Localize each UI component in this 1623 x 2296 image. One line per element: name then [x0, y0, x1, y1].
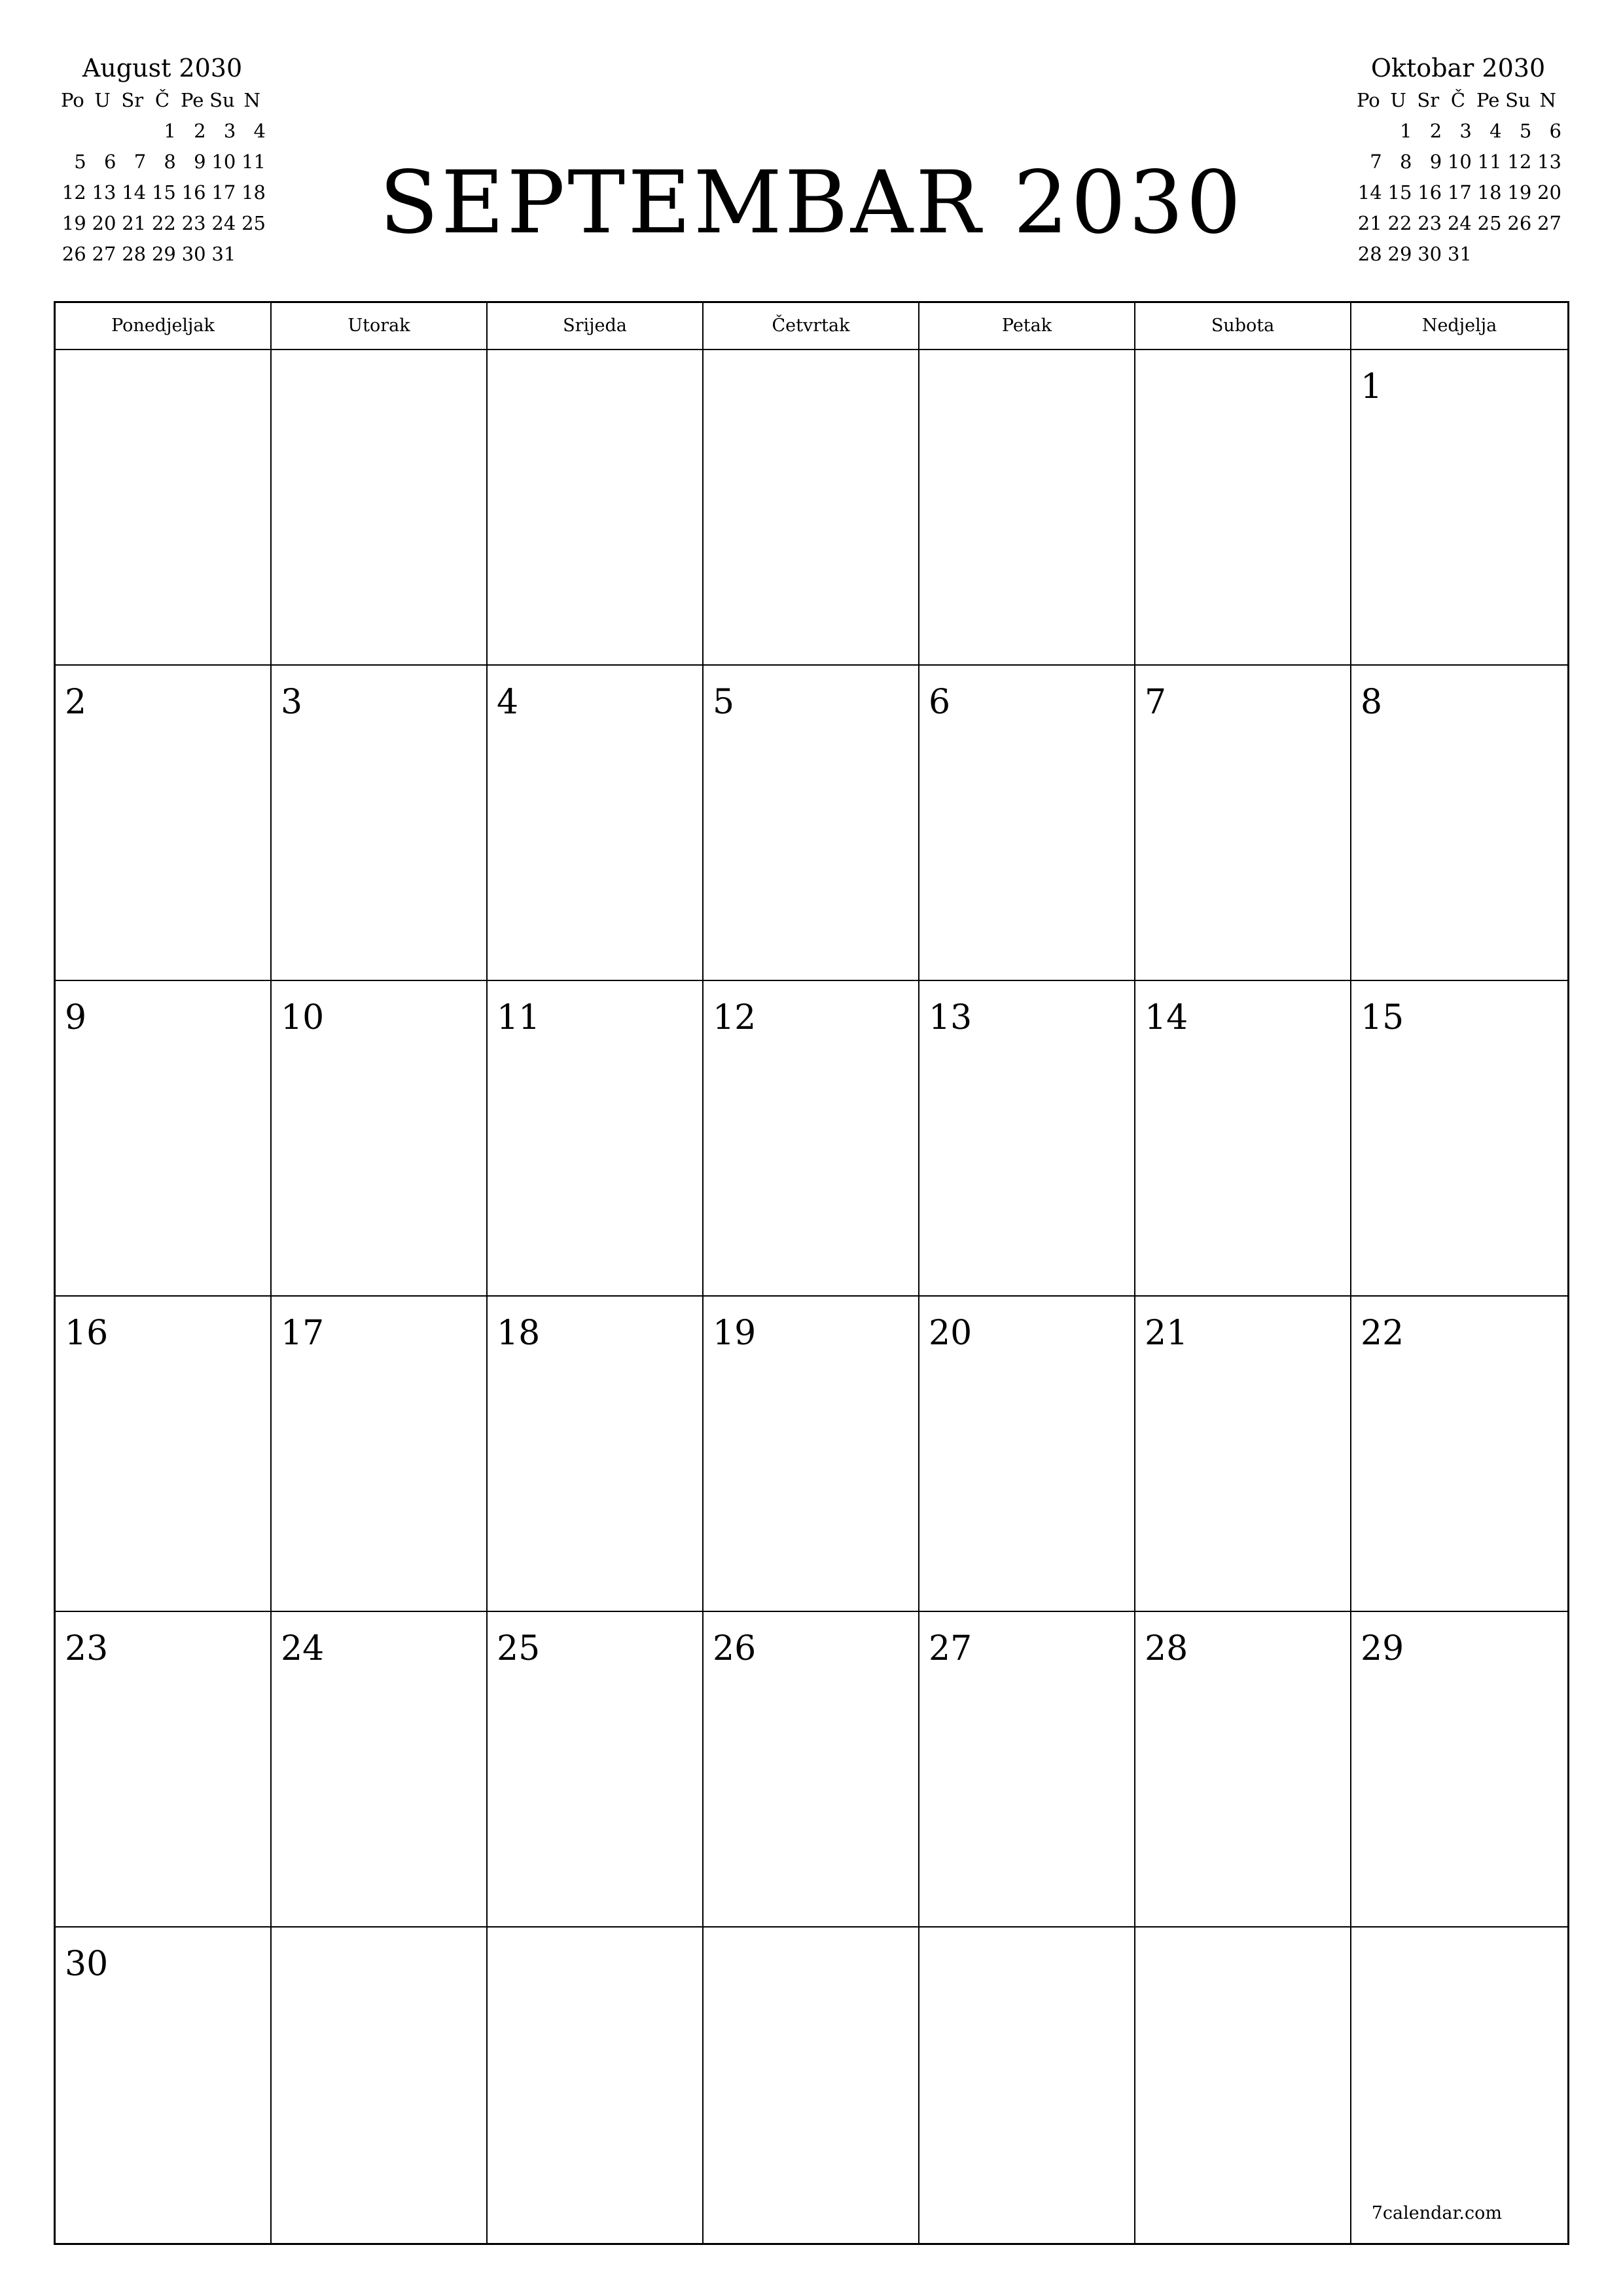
- day-cell[interactable]: [56, 1612, 272, 1928]
- day-cell[interactable]: [704, 1928, 919, 2243]
- day-number: 22: [1361, 1314, 1404, 1353]
- mini-day: 28: [1357, 243, 1382, 265]
- day-cell[interactable]: [56, 981, 272, 1297]
- mini-day: 12: [1507, 151, 1532, 173]
- day-cell[interactable]: [1135, 666, 1351, 981]
- mini-day: 13: [92, 181, 116, 204]
- mini-weekday-label: Sr: [121, 89, 144, 111]
- mini-calendar-prev-title: August 2030: [82, 54, 243, 82]
- mini-calendar-next: [1353, 51, 1563, 270]
- mini-day: 7: [134, 151, 147, 173]
- mini-day: 20: [92, 212, 116, 234]
- mini-day: 14: [1357, 181, 1382, 204]
- mini-day: 21: [122, 212, 147, 234]
- day-number: 5: [713, 683, 735, 722]
- day-number: 26: [713, 1629, 757, 1668]
- day-cell[interactable]: [56, 350, 272, 666]
- weekday-label: Ponedjeljak: [56, 303, 272, 349]
- mini-day: 4: [1489, 120, 1502, 142]
- mini-day: 11: [241, 151, 266, 173]
- mini-weekday-label: U: [1390, 89, 1406, 111]
- day-cell[interactable]: [919, 1928, 1135, 2243]
- day-cell[interactable]: [1351, 981, 1567, 1297]
- day-number: 23: [65, 1629, 109, 1668]
- mini-day: 6: [103, 151, 116, 173]
- mini-weekday-label: Su: [209, 89, 235, 111]
- weekday-label: Nedjelja: [1421, 315, 1497, 336]
- day-cell[interactable]: [488, 1928, 704, 2243]
- mini-day: 14: [122, 181, 147, 204]
- mini-day: 6: [1549, 120, 1561, 142]
- day-cell[interactable]: [1351, 1297, 1567, 1612]
- mini-day: 1: [1399, 120, 1412, 142]
- mini-day: 16: [181, 181, 206, 204]
- day-number: 27: [929, 1629, 972, 1668]
- mini-day: 17: [211, 181, 236, 204]
- day-number: 10: [281, 998, 325, 1037]
- day-cell[interactable]: [919, 981, 1135, 1297]
- day-number: 24: [281, 1629, 325, 1668]
- day-cell[interactable]: [704, 1612, 919, 1928]
- day-cell[interactable]: [272, 981, 488, 1297]
- mini-day: 31: [1447, 243, 1472, 265]
- mini-day: 12: [62, 181, 86, 204]
- weekday-header: [56, 303, 1567, 350]
- mini-day: 23: [1418, 212, 1442, 234]
- day-cell[interactable]: [272, 1928, 488, 2243]
- mini-day: 27: [92, 243, 116, 265]
- weekday-label: Srijeda: [488, 303, 704, 349]
- day-number: 7: [1145, 683, 1167, 722]
- day-cell[interactable]: [1135, 1297, 1351, 1612]
- day-cell[interactable]: [704, 1297, 919, 1612]
- mini-day: 28: [122, 243, 147, 265]
- day-number: 1: [1361, 367, 1383, 406]
- mini-day: 24: [211, 212, 236, 234]
- day-cell[interactable]: [704, 350, 919, 666]
- page-title: SEPTEMBAR 2030: [379, 152, 1244, 253]
- mini-weekday-label: N: [1539, 89, 1556, 111]
- mini-day: 20: [1537, 181, 1561, 204]
- day-number: 30: [65, 1945, 109, 1984]
- mini-day: 16: [1418, 181, 1442, 204]
- day-number: 20: [929, 1314, 972, 1353]
- mini-day: 2: [1429, 120, 1442, 142]
- day-number: 12: [713, 998, 757, 1037]
- mini-weekday-label: Po: [60, 89, 84, 111]
- mini-day: 29: [1387, 243, 1412, 265]
- weekday-label: Petak: [919, 303, 1135, 349]
- mini-day: 15: [1387, 181, 1412, 204]
- day-number: 13: [929, 998, 972, 1037]
- day-cell[interactable]: [1351, 1612, 1567, 1928]
- mini-day: 1: [164, 120, 176, 142]
- day-number: 8: [1361, 683, 1383, 722]
- mini-day: 29: [151, 243, 176, 265]
- day-number: 18: [497, 1314, 541, 1353]
- mini-day: 7: [1370, 151, 1382, 173]
- mini-day: 10: [1447, 151, 1472, 173]
- day-number: 15: [1361, 998, 1404, 1037]
- mini-day: 19: [62, 212, 86, 234]
- weekday-label: Utorak: [272, 303, 488, 349]
- day-number: 9: [65, 998, 87, 1037]
- day-cell[interactable]: [919, 1297, 1135, 1612]
- mini-day: [1503, 239, 1533, 270]
- day-cell[interactable]: [56, 666, 272, 981]
- day-cell[interactable]: [56, 1297, 272, 1612]
- weekday-label: Subota: [1135, 303, 1351, 349]
- mini-calendar-next-grid: [1353, 85, 1563, 270]
- mini-day: 22: [1387, 212, 1412, 234]
- mini-day: 3: [223, 120, 236, 142]
- mini-day: 17: [1447, 181, 1472, 204]
- day-cell[interactable]: [1135, 981, 1351, 1297]
- mini-day: 15: [151, 181, 176, 204]
- mini-calendar-next-title: Oktobar 2030: [1370, 54, 1546, 82]
- day-number: 29: [1361, 1629, 1404, 1668]
- day-cell[interactable]: [704, 981, 919, 1297]
- day-cell[interactable]: [272, 350, 488, 666]
- day-cell[interactable]: [272, 666, 488, 981]
- day-cell[interactable]: [704, 666, 919, 981]
- day-number: 28: [1145, 1629, 1188, 1668]
- day-number: 21: [1145, 1314, 1188, 1353]
- day-cell[interactable]: [919, 1612, 1135, 1928]
- mini-day: 19: [1507, 181, 1532, 204]
- mini-day: 18: [241, 181, 266, 204]
- day-cell[interactable]: [919, 350, 1135, 666]
- mini-day: [1533, 239, 1563, 270]
- day-cell[interactable]: [56, 1928, 272, 2243]
- day-cell[interactable]: [488, 981, 704, 1297]
- day-cell[interactable]: [1351, 350, 1567, 666]
- mini-day: 18: [1477, 181, 1502, 204]
- site-credit: 7calendar.com: [1371, 2203, 1502, 2223]
- day-cell[interactable]: [1351, 666, 1567, 981]
- day-cell[interactable]: [488, 1612, 704, 1928]
- mini-day: 10: [211, 151, 236, 173]
- mini-day: 5: [74, 151, 86, 173]
- mini-day: 22: [151, 212, 176, 234]
- mini-day: 13: [1537, 151, 1561, 173]
- day-cell[interactable]: [1135, 1928, 1351, 2243]
- mini-weekday-label: U: [94, 89, 111, 111]
- mini-day: 30: [1418, 243, 1442, 265]
- day-cell[interactable]: [1351, 1928, 1567, 2243]
- mini-day: 9: [1429, 151, 1442, 173]
- mini-day: [1353, 116, 1383, 147]
- day-number: 11: [497, 998, 541, 1037]
- mini-weekday-label: Č: [154, 89, 170, 111]
- mini-weekday-label: Pe: [1476, 89, 1500, 111]
- day-number: 19: [713, 1314, 757, 1353]
- day-cell[interactable]: [272, 1297, 488, 1612]
- mini-day: 24: [1447, 212, 1472, 234]
- mini-day: 25: [1477, 212, 1502, 234]
- mini-weekday-label: N: [243, 89, 260, 111]
- mini-day: 8: [164, 151, 176, 173]
- day-number: 6: [929, 683, 951, 722]
- mini-day: 4: [253, 120, 266, 142]
- mini-weekday-label: Po: [1356, 89, 1380, 111]
- mini-day: 11: [1477, 151, 1502, 173]
- day-number: 3: [281, 683, 303, 722]
- day-cells: [56, 350, 1567, 2243]
- mini-day: 9: [194, 151, 206, 173]
- mini-weekday-label: Su: [1505, 89, 1531, 111]
- mini-weekday-label: Č: [1450, 89, 1466, 111]
- day-cell[interactable]: [1135, 350, 1351, 666]
- day-cell[interactable]: [272, 1612, 488, 1928]
- mini-day: 23: [181, 212, 206, 234]
- mini-day: 21: [1357, 212, 1382, 234]
- day-cell[interactable]: [488, 1297, 704, 1612]
- month-grid: [54, 301, 1569, 2245]
- day-number: 17: [281, 1314, 325, 1353]
- mini-day: 30: [181, 243, 206, 265]
- mini-day: 26: [62, 243, 86, 265]
- day-number: 4: [497, 683, 519, 722]
- mini-day: 31: [211, 243, 236, 265]
- day-cell[interactable]: [488, 350, 704, 666]
- day-number: 16: [65, 1314, 109, 1353]
- mini-day: 3: [1459, 120, 1472, 142]
- mini-day: 5: [1519, 120, 1532, 142]
- mini-day: [1473, 239, 1503, 270]
- day-cell[interactable]: [488, 666, 704, 981]
- day-number: 2: [65, 683, 87, 722]
- mini-day: 26: [1507, 212, 1532, 234]
- mini-weekday-label: Pe: [181, 89, 204, 111]
- mini-weekday-label: Sr: [1417, 89, 1440, 111]
- day-number: 25: [497, 1629, 541, 1668]
- day-cell[interactable]: [1135, 1612, 1351, 1928]
- mini-day: 2: [194, 120, 206, 142]
- mini-day: 27: [1537, 212, 1561, 234]
- mini-day: 8: [1399, 151, 1412, 173]
- mini-day: 25: [241, 212, 266, 234]
- weekday-label: Četvrtak: [704, 303, 919, 349]
- day-cell[interactable]: [919, 666, 1135, 981]
- day-number: 14: [1145, 998, 1188, 1037]
